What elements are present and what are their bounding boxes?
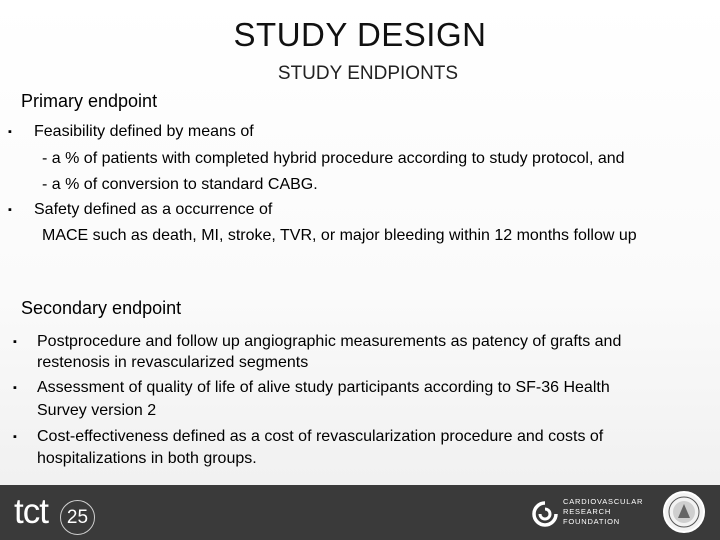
foundation-seal-icon: [662, 490, 706, 534]
secondary-line-1: Postprocedure and follow up angiographic measurements as patency of grafts and: [37, 333, 622, 350]
secondary-line-5: Cost-effectiveness defined as a cost of revascularization procedure and costs of: [37, 428, 604, 445]
bullet-icon: ▪: [13, 336, 17, 348]
slide-subtitle: STUDY ENDPIONTS: [277, 63, 459, 84]
tct-25-badge: 25: [60, 500, 95, 535]
slide-title: STUDY DESIGN: [233, 16, 487, 53]
crf-line-3: FOUNDATION: [563, 517, 621, 526]
bullet-icon: ▪: [8, 204, 12, 216]
crf-line-2: RESEARCH: [563, 507, 612, 516]
secondary-line-4: Survey version 2: [37, 402, 157, 419]
secondary-line-6: hospitalizations in both groups.: [37, 450, 257, 467]
primary-line-2: - a % of patients with completed hybrid procedure according to study protocol, and: [42, 150, 625, 167]
secondary-endpoint-heading: Secondary endpoint: [21, 298, 182, 318]
crf-wordmark: [563, 497, 643, 527]
footer-bar: [0, 485, 720, 540]
bullet-icon: ▪: [13, 431, 17, 443]
primary-line-5: MACE such as death, MI, stroke, TVR, or major bleeding within 12 months follow up: [42, 227, 637, 244]
crf-line-1: CARDIOVASCULAR: [563, 497, 644, 506]
tct-logo-text: tct: [14, 492, 48, 531]
crf-swirl-icon: [532, 501, 558, 527]
bullet-icon: ▪: [8, 126, 12, 138]
bullet-icon: ▪: [13, 382, 17, 394]
primary-line-1: Feasibility defined by means of: [34, 123, 254, 140]
secondary-line-2: restenosis in revascularized segments: [37, 354, 309, 371]
primary-endpoint-heading: Primary endpoint: [21, 91, 158, 111]
secondary-line-3: Assessment of quality of life of alive study participants according to SF-36 Health: [37, 379, 610, 396]
primary-line-3: - a % of conversion to standard CABG.: [42, 176, 318, 193]
primary-line-4: Safety defined as a occurrence of: [34, 201, 273, 218]
